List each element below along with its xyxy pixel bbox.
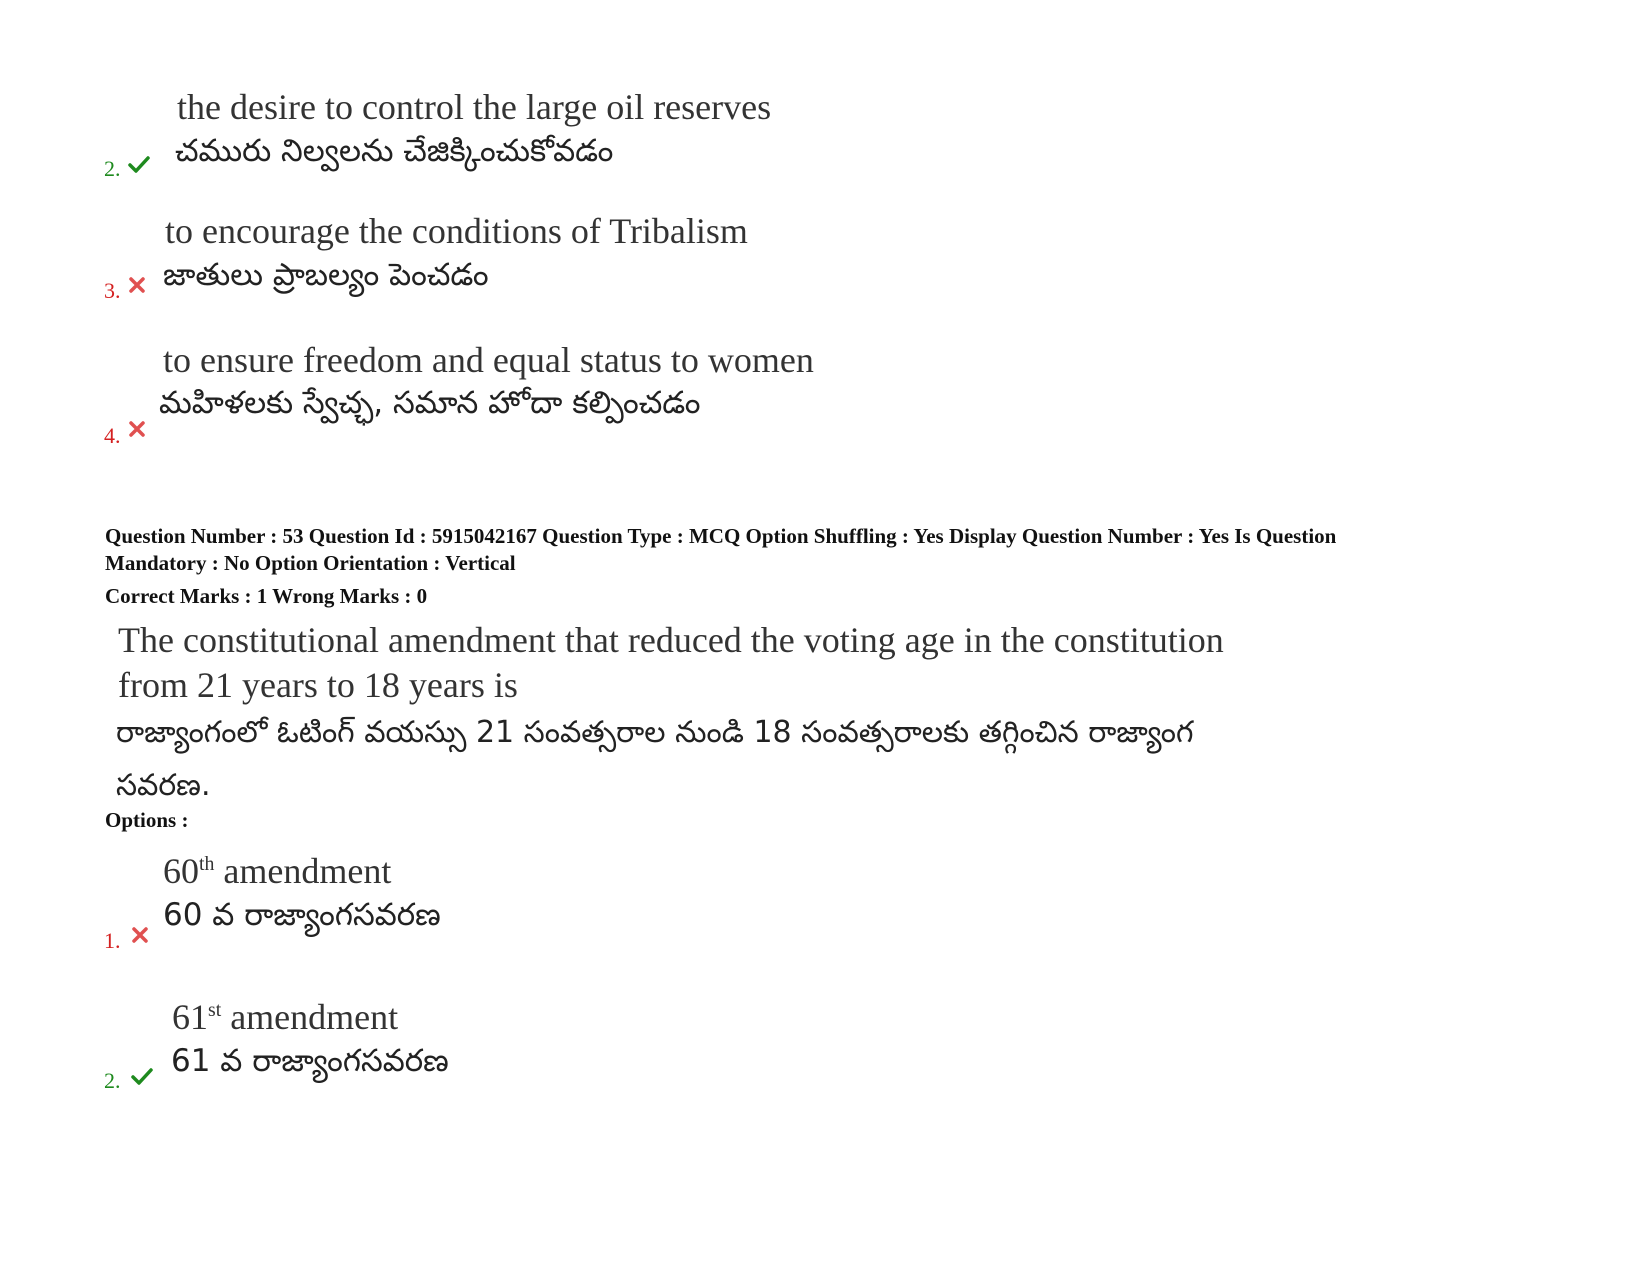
option-number: 2. xyxy=(104,1068,121,1093)
option-number: 4. xyxy=(104,423,121,448)
check-icon xyxy=(131,1066,153,1088)
option-text-te: మహిళలకు స్వేచ్ఛ, సమాన హోదా కల్పించడం xyxy=(159,385,701,421)
option-number: 1. xyxy=(104,928,121,953)
option-text-en: 60th amendment xyxy=(163,851,392,891)
option-text-te: 61 వ రాజ్యాంగసవరణ xyxy=(171,1043,449,1079)
question-meta-line1: Question Number : 53 Question Id : 5915042167 Question Type : MCQ Option Shuffling : Yes Display Question Number : Yes Is Question xyxy=(105,524,1337,548)
option-text-te: 60 వ రాజ్యాంగసవరణ xyxy=(163,897,441,933)
options-label: Options : xyxy=(105,808,189,832)
option-text-en: the desire to control the large oil reserves xyxy=(177,87,772,127)
question-text-te-line1: రాజ్యాంగంలో ఓటింగ్ వయస్సు 21 సంవత్సరాల నుండి 18 సంవత్సరాలకు తగ్గించిన రాజ్యాంగ xyxy=(116,715,1194,750)
question-text-en-line2: from 21 years to 18 years is xyxy=(118,665,518,705)
option-text-en: to ensure freedom and equal status to women xyxy=(163,340,814,380)
cross-icon xyxy=(131,926,149,944)
question-meta-line2: Mandatory : No Option Orientation : Vertical xyxy=(105,551,516,575)
question-marks: Correct Marks : 1 Wrong Marks : 0 xyxy=(105,584,428,608)
option-number: 2. xyxy=(104,156,121,181)
option-text-te: చమురు నిల్వలను చేజిక్కించుకోవడం xyxy=(175,133,614,169)
option-number: 3. xyxy=(104,278,121,303)
option-text-te: జాతులు ప్రాబల్యం పెంచడం xyxy=(163,257,489,293)
cross-icon xyxy=(128,276,146,294)
option-text-en: to encourage the conditions of Tribalism xyxy=(165,211,748,251)
check-icon xyxy=(128,154,150,176)
question-text-te-line2: సవరణ. xyxy=(116,768,211,803)
option-text-en: 61st amendment xyxy=(172,997,399,1037)
question-text-en-line1: The constitutional amendment that reduced the voting age in the constitution xyxy=(118,620,1224,660)
cross-icon xyxy=(128,420,146,438)
